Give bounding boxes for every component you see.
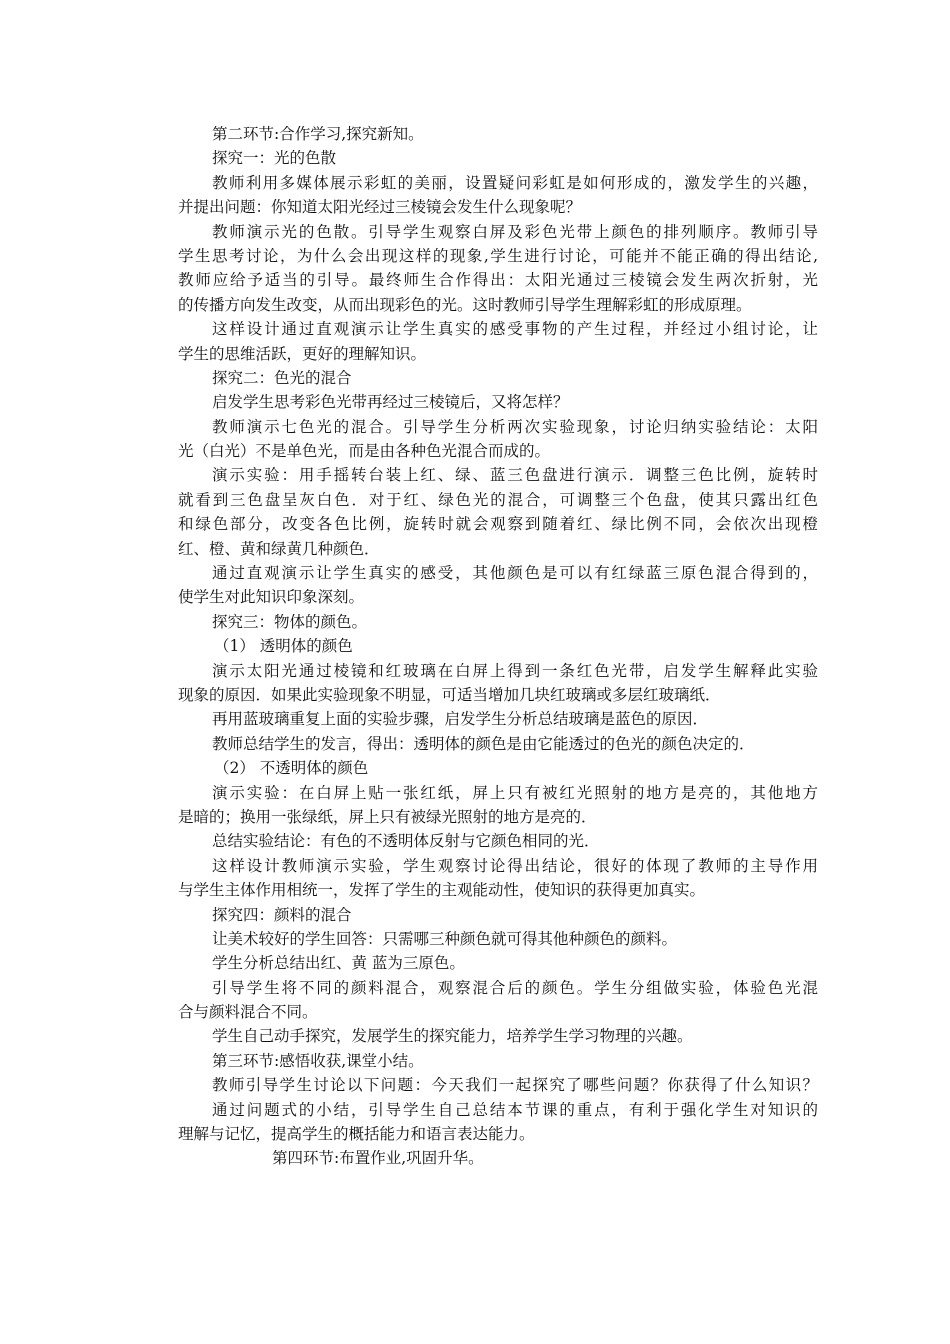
list-item-heading: （2） 不透明体的颜色 [214,759,369,778]
paragraph-line: 教师演示光的色散。引导学生观察白屏及彩色光带上颜色的排列顺序。教师引导 [212,222,818,241]
section-heading-3: 第三环节:感悟收获,课堂小结。 [212,1051,424,1070]
subsection-heading-1: 探究一：光的色散 [212,149,337,168]
paragraph-line: 光（白光）不是单色光，而是由各种色光混合而成的。 [178,442,551,461]
section-heading-4: 第四环节:布置作业,巩固升华。 [272,1149,484,1168]
paragraph-line: 和绿色部分，改变各色比例，旋转时就会观察到随着红、绿比例不同，会依次出现橙 [178,515,818,534]
section-heading-2: 第二环节:合作学习,探究新知。 [212,125,424,143]
paragraph-line: 这样设计教师演示实验，学生观察讨论得出结论，很好的体现了教师的主导作用 [212,856,818,875]
subsection-heading-2: 探究二：色光的混合 [212,368,352,387]
paragraph-line: 与学生主体作用相统一，发挥了学生的主观能动性，使知识的获得更加真实。 [178,881,706,900]
paragraph-line: 就看到三色盘呈灰白色．对于红、绿色光的混合，可调整三个色盘，使其只露出红色 [178,490,818,509]
paragraph-line: 让美术较好的学生回答：只需哪三种颜色就可得其他种颜色的颜料。 [212,929,678,948]
paragraph-line: 的传播方向发生改变，从而出现彩色的光。这时教师引导学生理解彩虹的形成原理。 [178,295,752,314]
paragraph-line: 通过直观演示让学生真实的感受，其他颜色是可以有红绿蓝三原色混合得到的， [212,564,818,583]
subsection-heading-4: 探究四：颜料的混合 [212,905,352,924]
document-body [178,122,818,1171]
paragraph-line: 演示实验：用手摇转台装上红、绿、蓝三色盘进行演示．调整三色比例，旋转时 [212,466,818,485]
paragraph-line: 这样设计通过直观演示让学生真实的感受事物的产生过程，并经过小组讨论，让 [212,320,818,339]
paragraph-line: 启发学生思考彩色光带再经过三棱镜后，又将怎样？ [212,393,569,412]
paragraph-line: 并提出问题：你知道太阳光经过三棱镜会发生什么现象呢？ [178,198,582,217]
paragraph-line: 使学生对此知识印象深刻。 [178,588,365,607]
subsection-heading-3: 探究三：物体的颜色。 [212,612,368,631]
paragraph-line: 教师应给予适当的引导。最终师生合作得出：太阳光通过三棱镜会发生两次折射，光 [178,271,818,290]
paragraph-line: 现象的原因．如果此实验现象不明显，可适当增加几块红玻璃或多层红玻璃纸． [178,685,721,704]
paragraph-line: 学生的思维活跃，更好的理解知识。 [178,344,427,363]
paragraph-line: 教师利用多媒体展示彩虹的美丽，设置疑问彩虹是如何形成的，激发学生的兴趣， [212,173,818,192]
paragraph-line: 教师引导学生讨论以下问题：今天我们一起探究了哪些问题？你获得了什么知识？ [212,1076,818,1095]
paragraph-line: 演示实验：在白屏上贴一张红纸，屏上只有被红光照射的地方是亮的，其他地方 [212,783,818,802]
paragraph-line: 演示太阳光通过棱镜和红玻璃在白屏上得到一条红色光带，启发学生解释此实验 [212,661,818,680]
paragraph-line: 理解与记忆，提高学生的概括能力和语言表达能力。 [178,1125,535,1144]
list-item-heading: （1） 透明体的颜色 [214,637,353,656]
paragraph-line: 是暗的；换用一张绿纸，屏上只有被绿光照射的地方是亮的． [178,807,597,826]
paragraph-line: 总结实验结论：有色的不透明体反射与它颜色相同的光． [212,832,600,851]
paragraph-line: 合与颜料混合不同。 [178,1003,318,1022]
paragraph-line: 学生思考讨论，为什么会出现这样的现象,学生进行讨论，可能并不能正确的得出结论, [178,246,818,265]
paragraph-line: 教师总结学生的发言，得出：透明体的颜色是由它能透过的色光的颜色决定的． [212,734,755,753]
paragraph-line: 再用蓝玻璃重复上面的实验步骤，启发学生分析总结玻璃是蓝色的原因． [212,710,709,729]
paragraph-line: 学生自己动手探究，发展学生的探究能力，培养学生学习物理的兴趣。 [212,1027,693,1046]
paragraph-line: 通过问题式的小结，引导学生自己总结本节课的重点，有利于强化学生对知识的 [212,1100,818,1119]
paragraph-line: 红、橙、黄和绿黄几种颜色． [178,539,380,558]
paragraph-line: 学生分析总结出红、黄 蓝为三原色。 [212,954,465,973]
paragraph-line: 引导学生将不同的颜料混合，观察混合后的颜色。学生分组做实验，体验色光混 [212,978,818,997]
paragraph-line: 教师演示七色光的混合。引导学生分析两次实验现象，讨论归纳实验结论：太阳 [212,417,818,436]
